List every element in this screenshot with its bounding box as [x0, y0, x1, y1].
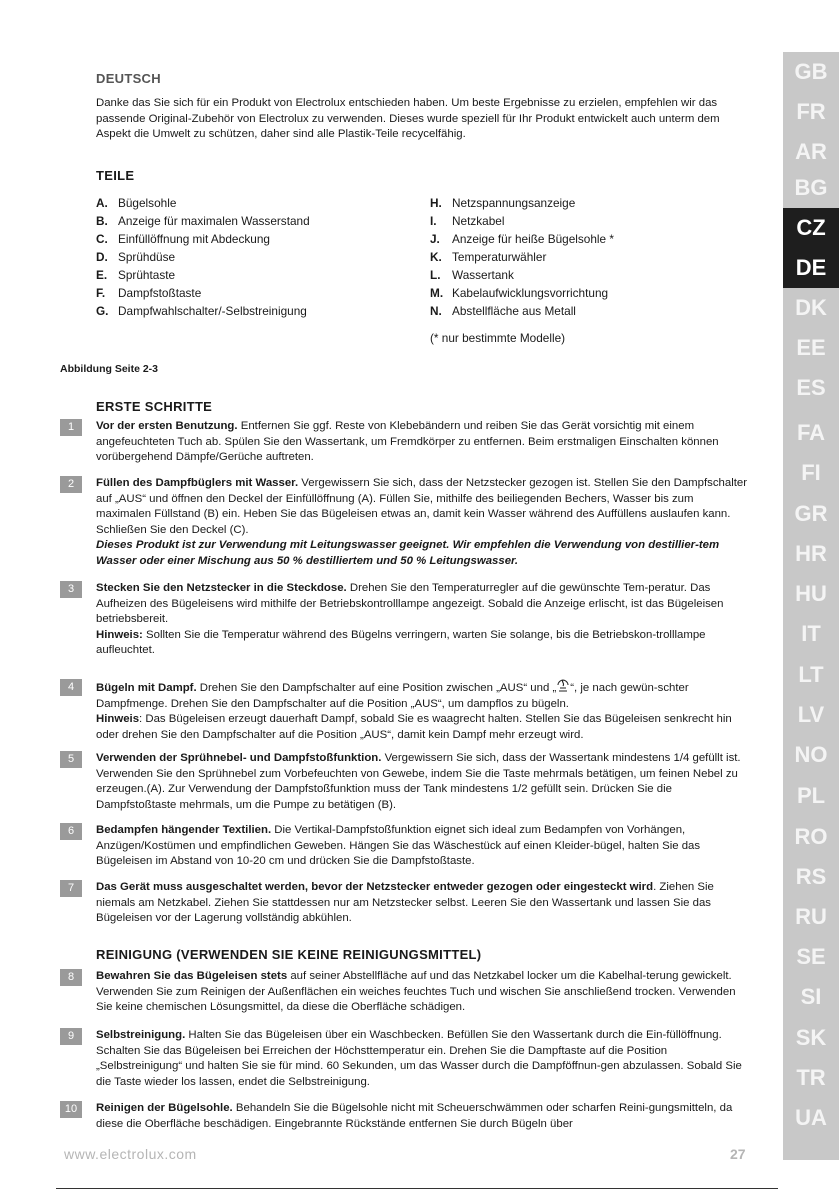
step-italic-note: Dieses Produkt ist zur Verwendung mit Leitungswasser geeignet. Wir empfehlen die Verwendung von destillier-tem Wasser oder einer Mischung aus 50 % destilliertem und 50 % Leitungswasser.: [96, 539, 720, 567]
part-item: [96, 266, 310, 284]
step-heading: Bewahren Sie das Bügeleisen stets: [96, 970, 288, 982]
step-text: [96, 476, 751, 569]
part-label: Temperaturwähler: [452, 250, 547, 264]
first-steps-title: ERSTE SCHRITTE: [96, 399, 213, 414]
step-body: Drehen Sie den Temperaturregler auf die gewünschte Tem-peratur. Das Aufheizen des Bügeleisens wird mithilfe der Betriebskontrolllampe angezeigt. Sobald die Anzeige erlischt, ist das Bügeleisen betriebsbereit.: [96, 582, 724, 625]
language-tab-dk[interactable]: DK: [795, 295, 827, 320]
step-body: . Ziehen Sie niemals am Netzkabel. Ziehen Sie stattdessen nur am Netzstecker selbst. Leeren Sie den Wassertank und lassen Sie das Bügeleisen vor der Lagerung vollständig abkühlen.: [96, 881, 714, 924]
step-text: [96, 1028, 751, 1090]
part-item: [96, 302, 310, 320]
step-heading: Bügeln mit Dampf.: [96, 682, 197, 694]
step-heading: Verwenden der Sprühnebel- und Dampfstoßfunktion.: [96, 752, 382, 764]
step-body: Vergewissern Sie sich, dass der Netzstecker gezogen ist. Stellen Sie den Dampfschalter auf „AUS“ und öffnen den Deckel der Einfüllöffnung (A). Füllen Sie, mithilfe des beiliegenden Bechers, Wasser bis zum maximalen Füllstand (B) ein. Heben Sie das Bügeleisen etwas an, damit kein Wasser während des Auffüllens auslaufen kann. Schließen Sie den Deckel (C).: [96, 477, 748, 536]
step-text: [96, 751, 751, 813]
part-label: Netzspannungsanzeige: [452, 196, 576, 210]
intro-text: Danke das Sie sich für ein Produkt von Electrolux entschieden haben. Um beste Ergebnisse zu erzielen, empfehlen wir das passende Original-Zubehör von Electrolux zu verwenden. Dieses wurde speziell für Ihr Produkt entwickelt auch unterm dem Aspekt die Umwelt zu schützen, daher sind alle Plastik-Teile recycelfähig.: [96, 97, 720, 140]
part-key: B.: [96, 214, 108, 228]
part-label: Dampfstoßtaste: [118, 286, 202, 300]
part-item: [430, 230, 614, 248]
step-number-badge: 6: [60, 823, 82, 840]
footer-rule: [56, 1188, 778, 1189]
language-tab-lv[interactable]: LV: [797, 702, 825, 727]
part-item: [430, 194, 614, 212]
parts-note: (* nur bestimmte Modelle): [430, 331, 566, 345]
step-text: [96, 969, 751, 1016]
language-tab-es[interactable]: ES: [796, 375, 826, 400]
step-number-badge: 5: [60, 751, 82, 768]
part-key: G.: [96, 304, 109, 318]
language-tab-fi[interactable]: FI: [801, 460, 821, 485]
part-item: [96, 212, 310, 230]
step-text: [96, 581, 751, 659]
step-text: [96, 419, 751, 466]
step-number-badge: 1: [60, 419, 82, 436]
step-note-label: Hinweis: [96, 713, 140, 725]
step-body: Entfernen Sie ggf. Reste von Klebebändern und reiben Sie das Gerät vorsichtig mit einem angefeuchteten Tuch ab. Spülen Sie den Wassertank, um Fremdkörper zu entfernen. Beim erstmaligen Einschalten können vorübergehend Dämpfe/Gerüche auftreten.: [96, 420, 719, 463]
figure-reference: Abbildung Seite 2-3: [60, 363, 159, 375]
part-label: Anzeige für heiße Bügelsohle *: [452, 232, 614, 246]
part-label: Netzkabel: [452, 214, 505, 228]
part-label: Bügelsohle: [118, 196, 177, 210]
language-tab-gr[interactable]: GR: [794, 501, 828, 526]
part-key: E.: [96, 268, 108, 282]
part-item: [96, 194, 310, 212]
step-note-label: Hinweis:: [96, 628, 143, 641]
language-tab-no[interactable]: NO: [794, 742, 828, 767]
step-body: Vergewissern Sie sich, dass der Wassertank mindestens 1/4 gefüllt ist. Verwenden Sie den Sprühnebel zum Vorbefeuchten von Gewebe, indem Sie die Taste mehrmals betätigen, um feinen Nebel zu erzeugen.(A). Zur Verwendung der Dampfstoßfunktion muss der Tank mindestens 1/2 gefüllt sein. Drücken Sie die Dampfstoßtaste mehrmals, um die Pumpe zu betätigen (B).: [96, 752, 741, 811]
step-number-badge: 3: [60, 581, 82, 598]
section-title: DEUTSCH: [96, 71, 161, 86]
language-tab-ua[interactable]: UA: [795, 1105, 827, 1130]
language-tab-hr[interactable]: HR: [795, 541, 827, 566]
step-heading: Selbstreinigung.: [96, 1029, 186, 1041]
part-key: J.: [430, 232, 440, 246]
part-item: [96, 248, 310, 266]
part-item: [96, 284, 310, 302]
language-tab-bg[interactable]: BG: [794, 175, 828, 200]
language-tab-ru[interactable]: RU: [795, 904, 827, 929]
part-key: H.: [430, 196, 442, 210]
parts-list-right: [430, 194, 614, 320]
part-key: F.: [96, 286, 106, 300]
language-tab-gb[interactable]: GB: [794, 59, 828, 84]
part-key: L.: [430, 268, 441, 282]
part-item: [430, 248, 614, 266]
step-body: Die Vertikal-Dampfstoßfunktion eignet sich ideal zum Bedampfen von Vorhängen, Anzügen/Kostümen und empfindlichen Geweben. Hängen Sie das Wäschestück auf einen Kleider-bügel, halten Sie das Bügeleisen im Abstand von 10-20 cm und drücken Sie die Dampfstoßtaste.: [96, 824, 701, 867]
part-item: [430, 212, 614, 230]
language-tab-tr[interactable]: TR: [796, 1065, 826, 1090]
part-item: [96, 230, 310, 248]
step-number-badge: 10: [60, 1101, 82, 1118]
language-tab-si[interactable]: SI: [800, 984, 822, 1009]
part-key: K.: [430, 250, 442, 264]
step-note-text: : Das Bügeleisen erzeugt dauerhaft Dampf, sobald Sie es waagrecht halten. Stellen Sie das Bügeleisen senkrecht hin oder drehen Sie den Dampfschalter auf die Position „AUS“, damit kein Dampf mehr erzeugt wird.: [96, 713, 732, 741]
part-key: C.: [96, 232, 108, 246]
part-label: Sprühtaste: [118, 268, 176, 282]
language-tab-ee[interactable]: EE: [796, 335, 826, 360]
language-tab-hu[interactable]: HU: [795, 581, 827, 606]
part-label: Kabelaufwicklungsvorrichtung: [452, 286, 609, 300]
language-tab-fa[interactable]: FA: [796, 420, 826, 445]
step-heading: Bedampfen hängender Textilien.: [96, 824, 272, 836]
part-key: D.: [96, 250, 108, 264]
page-number: 27: [730, 1146, 746, 1162]
part-key: I.: [430, 214, 437, 228]
language-tab-se[interactable]: SE: [796, 944, 826, 969]
step-number-badge: 2: [60, 476, 82, 493]
language-tab-it[interactable]: IT: [801, 621, 821, 646]
step-body: Drehen Sie den Dampfschalter auf eine Position zwischen „AUS“ und „: [196, 682, 557, 694]
step-text: [96, 880, 751, 927]
step-text: [96, 679, 751, 743]
step-body: Halten Sie das Bügeleisen über ein Waschbecken. Befüllen Sie den Wassertank durch die Ein-füllöffnung. Schalten Sie das Bügeleisen bei Erreichen der Höchsttemperatur ein. Drehen Sie die Dampftaste auf die Position „Selbstreinigung“ und halten Sie sie für mind. 60 Sekunden, um das Wasser durch die Dampföffnun-gen abzulassen. Sobald Sie die Taste wieder los lassen, endet die Selbstreinigung.: [96, 1029, 742, 1088]
language-tab-de[interactable]: DE: [795, 255, 827, 280]
step-number-badge: 4: [60, 679, 82, 696]
language-tab-rs[interactable]: RS: [795, 864, 827, 889]
part-label: Dampfwahlschalter/-Selbstreinigung: [118, 304, 307, 318]
part-key: N.: [430, 304, 442, 318]
language-tab-ar[interactable]: AR: [795, 139, 827, 164]
footer-url: www.electrolux.com: [64, 1146, 197, 1162]
step-number-badge: 7: [60, 880, 82, 897]
part-label: Einfüllöffnung mit Abdeckung: [118, 232, 270, 246]
cleaning-title: REINIGUNG (VERWENDEN SIE KEINE REINIGUNGSMITTEL): [96, 947, 482, 962]
step-heading: Das Gerät muss ausgeschaltet werden, bevor der Netzstecker entweder gezogen oder eingesteckt wird: [96, 881, 654, 893]
language-tab-pl[interactable]: PL: [796, 783, 826, 808]
part-label: Wassertank: [452, 268, 514, 282]
step-body: Behandeln Sie die Bügelsohle nicht mit Scheuerschwämmen oder scharfen Reini-gungsmitteln, da diese die Oberfläche beschädigen. Eingebrannte Rückstände entfernen Sie durch Bügeln über: [96, 1102, 733, 1130]
steam-max-icon: [556, 682, 570, 694]
language-tab-lt[interactable]: LT: [798, 662, 824, 687]
step-body-cont: “, je nach gewün-schter Dampfmenge. Drehen Sie den Dampfschalter auf die Position „AUS“, um dampflos zu bügeln.: [96, 682, 689, 710]
language-tab-ro[interactable]: RO: [794, 824, 828, 849]
step-number-badge: 9: [60, 1028, 82, 1045]
parts-list-left: [96, 194, 310, 320]
part-key: A.: [96, 196, 108, 210]
language-tab-cz[interactable]: CZ: [796, 215, 826, 240]
step-heading: Vor der ersten Benutzung.: [96, 420, 238, 432]
step-heading: Reinigen der Bügelsohle.: [96, 1102, 233, 1114]
part-item: [430, 284, 614, 302]
step-text: [96, 1101, 751, 1132]
part-item: [430, 266, 614, 284]
step-body: auf seiner Abstellfläche auf und das Netzkabel locker um die Kabelhal-terung gewickelt. Verwenden Sie zum Reinigen der Außenflächen ein weiches feuchtes Tuch und wischen Sie anschließend trocken. Verwenden Sie keine chemischen Lösungsmittel, da diese die Oberfläche schädigen.: [96, 970, 736, 1013]
language-tab-sk[interactable]: SK: [795, 1025, 827, 1050]
part-label: Abstellfläche aus Metall: [452, 304, 576, 318]
parts-title: TEILE: [96, 168, 135, 183]
part-label: Sprühdüse: [118, 250, 176, 264]
step-heading: Stecken Sie den Netzstecker in die Steckdose.: [96, 582, 347, 594]
part-label: Anzeige für maximalen Wasserstand: [118, 214, 310, 228]
step-note-text: Sollten Sie die Temperatur während des Bügelns verringern, warten Sie solange, bis die Betriebskon-trolllampe aufleuchtet.: [96, 628, 706, 656]
part-key: M.: [430, 286, 444, 300]
language-tab-fr[interactable]: FR: [796, 99, 826, 124]
step-heading: Füllen des Dampfbüglers mit Wasser.: [96, 477, 299, 489]
part-item: [430, 302, 614, 320]
step-text: [96, 823, 751, 870]
step-number-badge: 8: [60, 969, 82, 986]
